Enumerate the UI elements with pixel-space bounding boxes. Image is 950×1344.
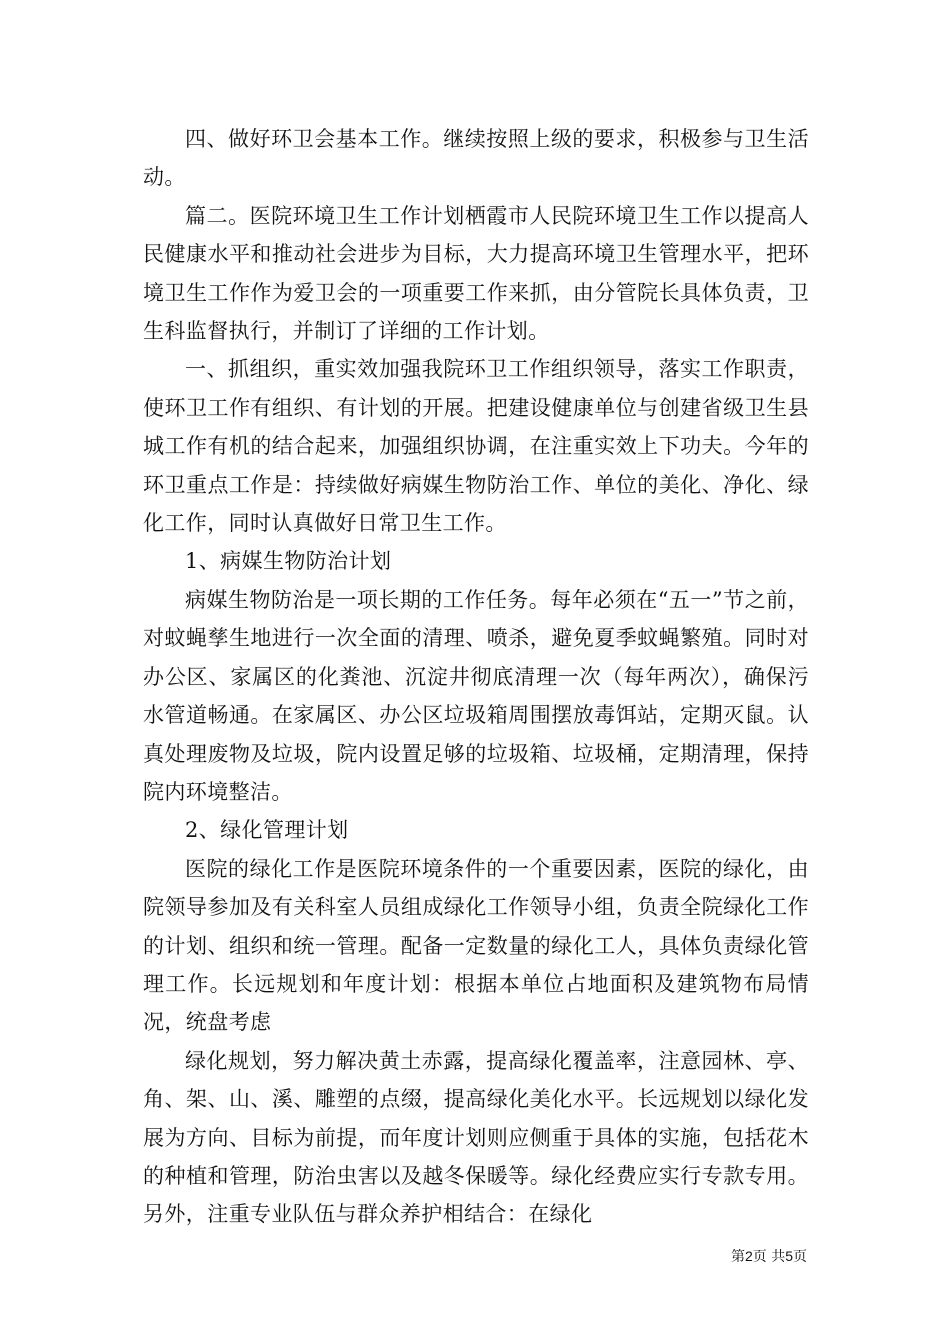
document-body <box>143 120 809 1234</box>
paragraph-vector-control: 病媒生物防治是一项长期的工作任务。每年必须在“五一”节之前，对蚊蝇孳生地进行一次全面的清理、喷杀，避免夏季蚊蝇繁殖。同时对办公区、家属区的化粪池、沉淀井彻底清理一次（每年两次），确保污水管道畅通。在家属区、办公区垃圾箱周围摆放毒饵站，定期灭鼠。认真处理废物及垃圾，院内设置足够的垃圾箱、垃圾桶，定期清理，保持院内环境整洁。 <box>143 587 809 804</box>
paragraph-section-four: 四、做好环卫会基本工作。继续按照上级的要求，积极参与卫生活动。 <box>143 127 809 190</box>
paragraph-part-two-intro: 篇二。医院环境卫生工作计划栖霞市人民院环境卫生工作以提高人民健康水平和推动社会进步为目标，大力提高环境卫生管理水平，把环境卫生工作作为爱卫会的一项重要工作来抓，由分管院长具体负责，卫生科监督执行，并制订了详细的工作计划。 <box>143 203 809 344</box>
footer-suffix: 页 <box>793 1249 807 1265</box>
footer-prefix: 第 <box>730 1249 745 1265</box>
paragraph-organization: 一、抓组织，重实效加强我院环卫工作组织领导，落实工作职责，使环卫工作有组织、有计划的开展。把建设健康单位与创建省级卫生县城工作有机的结合起来，加强组织协调，在注重实效上下功夫。今年的环卫重点工作是：持续做好病媒生物防治工作、单位的美化、净化、绿化工作，同时认真做好日常卫生工作。 <box>143 357 809 536</box>
page-number-footer <box>731 1246 807 1267</box>
footer-total-pages: 5 <box>785 1248 793 1264</box>
heading-vector-control: 1、病媒生物防治计划 <box>185 549 392 574</box>
paragraph-greening-plan: 绿化规划，努力解决黄土赤露，提高绿化覆盖率，注意园林、亭、角、架、山、溪、雕塑的点缀，提高绿化美化水平。长远规划以绿化发展为方向、目标为前提，而年度计划则应侧重于具体的实施，包括花木的种植和管理，防治虫害以及越冬保暖等。绿化经费应实行专款专用。另外，注重专业队伍与群众养护相结合：在绿化 <box>143 1048 809 1227</box>
footer-current-page: 2 <box>744 1248 753 1264</box>
footer-middle: 页 共 <box>752 1249 786 1265</box>
paragraph-greening: 医院的绿化工作是医院环境条件的一个重要因素，医院的绿化，由院领导参加及有关科室人员组成绿化工作领导小组，负责全院绿化工作的计划、组织和统一管理。配备一定数量的绿化工人，具体负责绿化管理工作。长远规划和年度计划：根据本单位占地面积及建筑物布局情况，统盘考虑 <box>143 856 809 1035</box>
heading-greening: 2、绿化管理计划 <box>185 818 349 843</box>
